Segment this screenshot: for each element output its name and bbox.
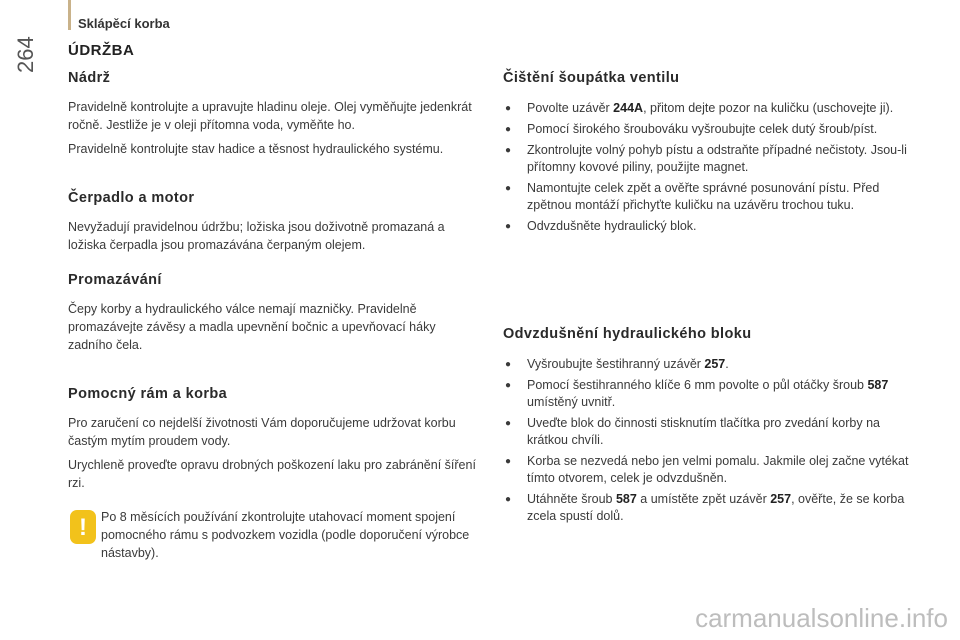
list-item: ● Uveďte blok do činnosti stisknutím tlačítka pro zvedání korby na krátkou chvíli. xyxy=(505,416,880,447)
bullet-icon: ● xyxy=(505,418,512,429)
heading-cerpadlo: Čerpadlo a motor xyxy=(68,190,195,206)
section-odvzdusneni xyxy=(503,326,913,529)
bullet-icon: ● xyxy=(505,456,512,467)
paragraph-ram-1: Pro zaručení co nejdelší životnosti Vám doporučujeme udržovat korbu častým mytím proudem vody. xyxy=(68,416,456,448)
bullet-icon: ● xyxy=(505,183,512,194)
warning-icon: ! xyxy=(70,510,96,544)
bullet-icon: ● xyxy=(505,124,512,135)
bullet-icon: ● xyxy=(505,103,512,114)
list-item: ● Odvzdušněte hydraulický blok. xyxy=(505,219,697,233)
paragraph-promazavani: Čepy korby a hydraulického válce nemají mazničky. Pravidelně promazávejte závěsy a madla upevnění bočnic a upevňovací háky zadního čela. xyxy=(68,302,436,352)
section-nadrz xyxy=(68,70,483,158)
list-item: ● Namontujte celek zpět a ověřte správné posunování pístu. Před zpětnou montáží přichyťte kuličku na uzávěru trochou tuku. xyxy=(505,181,880,212)
watermark: carmanualsonline.info xyxy=(695,603,948,633)
list-cisteni xyxy=(503,100,913,235)
warning-box xyxy=(68,508,483,564)
section-promazavani xyxy=(68,272,483,354)
paragraph-nadrz-2: Pravidelně kontrolujte stav hadice a těsnost hydraulického systému. xyxy=(68,142,444,156)
section-ram xyxy=(68,386,483,492)
list-item: ● Povolte uzávěr 244A, přitom dejte pozor na kuličku (uschovejte ji). xyxy=(505,101,894,115)
chapter-accent-bar xyxy=(68,0,71,30)
chapter-title: Sklápěcí korba xyxy=(78,16,170,31)
section-cisteni xyxy=(503,70,913,239)
list-item: ● Utáhněte šroub 587 a umístěte zpět uzávěr 257, ověřte, že se korba zcela spustí dolů. xyxy=(505,492,905,523)
list-item: ● Pomocí širokého šroubováku vyšroubujte celek dutý šroub/píst. xyxy=(505,122,878,136)
paragraph-nadrz-1: Pravidelně kontrolujte a upravujte hladinu oleje. Olej vyměňujte jedenkrát ročně. Jestliže je v oleji přítomna voda, vyměňte ho. xyxy=(68,100,472,132)
section-title: ÚDRŽBA xyxy=(68,42,135,59)
heading-promazavani: Promazávání xyxy=(68,272,162,288)
list-odvzdusneni xyxy=(503,356,913,525)
bullet-icon: ● xyxy=(505,494,512,505)
heading-ram: Pomocný rám a korba xyxy=(68,386,228,402)
heading-nadrz: Nádrž xyxy=(68,70,111,86)
list-item: ● Vyšroubujte šestihranný uzávěr 257. xyxy=(505,357,729,371)
page-number: 264 xyxy=(13,36,38,73)
bullet-icon: ● xyxy=(505,359,512,370)
paragraph-cerpadlo: Nevyžadují pravidelnou údržbu; ložiska jsou doživotně promazaná a ložiska čerpadla jsou promazávána čerpaným olejem. xyxy=(68,220,445,252)
list-item: ● Korba se nezvedá nebo jen velmi pomalu. Jakmile olej začne vytékat tímto otvorem, celek je odvzdušněn. xyxy=(505,454,909,485)
list-item: ● Zkontrolujte volný pohyb pístu a odstraňte případné nečistoty. Jsou-li přítomny kovové piliny, použijte magnet. xyxy=(505,143,907,174)
bullet-icon: ● xyxy=(505,380,512,391)
section-cerpadlo xyxy=(68,190,483,254)
paragraph-ram-2: Urychleně proveďte opravu drobných poškození laku pro zabránění šíření rzi. xyxy=(68,458,476,490)
heading-cisteni: Čištění šoupátka ventilu xyxy=(503,70,680,86)
bullet-icon: ● xyxy=(505,145,512,156)
warning-text: Po 8 měsících používání zkontrolujte utahovací moment spojení pomocného rámu s podvozkem vozidla (podle doporučení výrobce nástavby). xyxy=(101,510,470,560)
heading-odvzdusneni: Odvzdušnění hydraulického bloku xyxy=(503,326,752,342)
list-item: ● Pomocí šestihranného klíče 6 mm povolte o půl otáčky šroub 587 umístěný uvnitř. xyxy=(505,378,889,409)
bullet-icon: ● xyxy=(505,221,512,232)
